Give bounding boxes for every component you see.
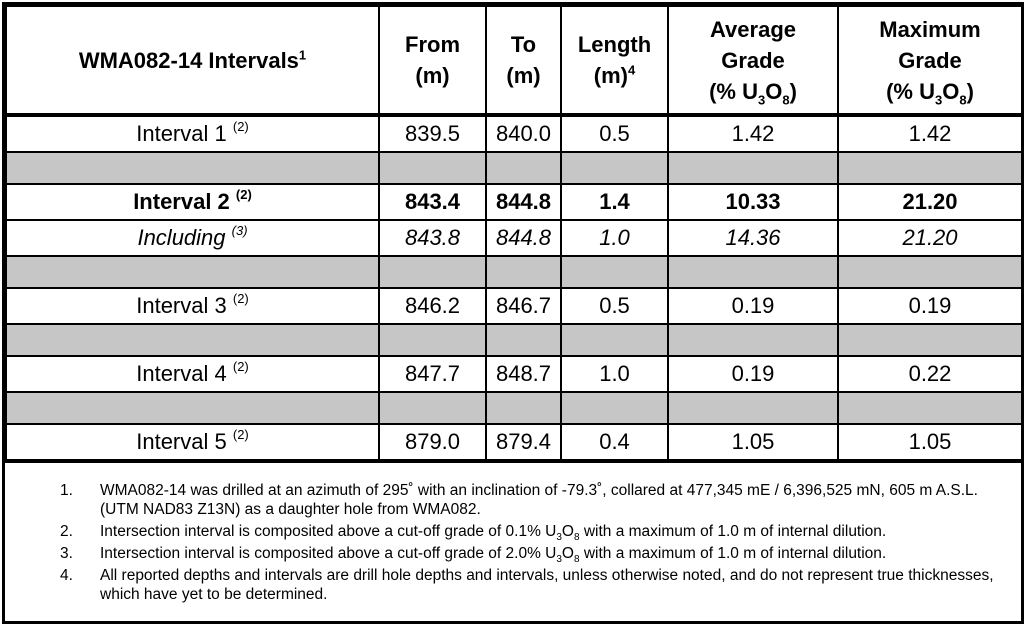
to-cell: 848.7 [486,356,561,392]
maximum-grade-cell: 1.05 [838,424,1022,461]
length-cell: 1.0 [561,356,668,392]
to-cell: 844.8 [486,220,561,256]
table-row-interval-4 [6,356,1022,392]
interval-label: Interval 1 $^{(2)}$ [6,115,379,152]
maximum-grade-cell: 21.20 [838,184,1022,220]
footnotes [5,481,1021,607]
from-cell: 839.5 [379,115,486,152]
footnote-number: 3. [60,545,73,562]
footnote-2 [5,522,1021,544]
footnote-text: Intersection interval is composited above a cut-off grade of 2.0% $U_3O_8$ with a maximum of 1.0 m of internal dilution. [100,545,887,566]
table-row-including [6,220,1022,256]
spacer-row [6,392,1022,424]
maximum-grade-cell: 21.20 [838,220,1022,256]
length-cell: 0.5 [561,115,668,152]
table-row-interval-1 [6,115,1022,152]
header-interval: WMA082-14 Intervals$^1$ [6,6,379,115]
average-grade-cell: 10.33 [668,184,838,220]
footnote-4 [5,566,1021,604]
table-row-interval-2 [6,184,1022,220]
spacer-row [6,324,1022,356]
average-grade-cell: 1.42 [668,115,838,152]
average-grade-cell: 0.19 [668,356,838,392]
spacer-row [6,152,1022,184]
maximum-grade-cell: 0.19 [838,288,1022,324]
length-cell: 1.4 [561,184,668,220]
table-row-interval-5 [6,424,1022,461]
footnote-number: 4. [60,567,73,584]
interval-label: Including $^{(3)}$ [6,220,379,256]
footnote-number: 1. [60,482,73,499]
from-cell: 879.0 [379,424,486,461]
from-cell: 847.7 [379,356,486,392]
footnote-number: 2. [60,523,73,540]
average-grade-cell: 14.36 [668,220,838,256]
maximum-grade-cell: 0.22 [838,356,1022,392]
interval-label: Interval 2 $^{(2)}$ [6,184,379,220]
average-grade-cell: 1.05 [668,424,838,461]
footnote-text: All reported depths and intervals are drill hole depths and intervals, unless otherwise noted, and do not represent true thicknesses, which have yet to be determined. [100,567,994,603]
results-table-frame [2,2,1024,624]
to-cell: 840.0 [486,115,561,152]
interval-label: Interval 4 $^{(2)}$ [6,356,379,392]
to-cell: 846.7 [486,288,561,324]
footnote-3 [5,544,1021,566]
length-cell: 0.5 [561,288,668,324]
header-from: From (m) [379,6,486,115]
footnote-text: Intersection interval is composited above a cut-off grade of 0.1% $U_3O_8$ with a maximum of 1.0 m of internal dilution. [100,523,887,544]
table-header-row [6,6,1022,115]
from-cell: 843.4 [379,184,486,220]
interval-label: Interval 5 $^{(2)}$ [6,424,379,461]
length-cell: 1.0 [561,220,668,256]
table-row-interval-3 [6,288,1022,324]
header-to: To (m) [486,6,561,115]
header-maximum-grade: Maximum Grade (% $U_3O_8$) [838,6,1022,115]
footnote-text: WMA082-14 was drilled at an azimuth of 295˚ with an inclination of -79.3˚, collared at 477,345 mE / 6,396,525 mN, 605 m A.S.L. (UTM NAD83 Z13N) as a daughter hole from WMA082. [100,482,978,518]
spacer-row [6,256,1022,288]
interval-label: Interval 3 $^{(2)}$ [6,288,379,324]
header-average-grade: Average Grade (% $U_3O_8$) [668,6,838,115]
to-cell: 879.4 [486,424,561,461]
average-grade-cell: 0.19 [668,288,838,324]
to-cell: 844.8 [486,184,561,220]
drill-results-table [5,5,1023,463]
header-length: Length $(m)^4$ [561,6,668,115]
length-cell: 0.4 [561,424,668,461]
footnote-1 [5,481,1021,519]
maximum-grade-cell: 1.42 [838,115,1022,152]
from-cell: 843.8 [379,220,486,256]
from-cell: 846.2 [379,288,486,324]
